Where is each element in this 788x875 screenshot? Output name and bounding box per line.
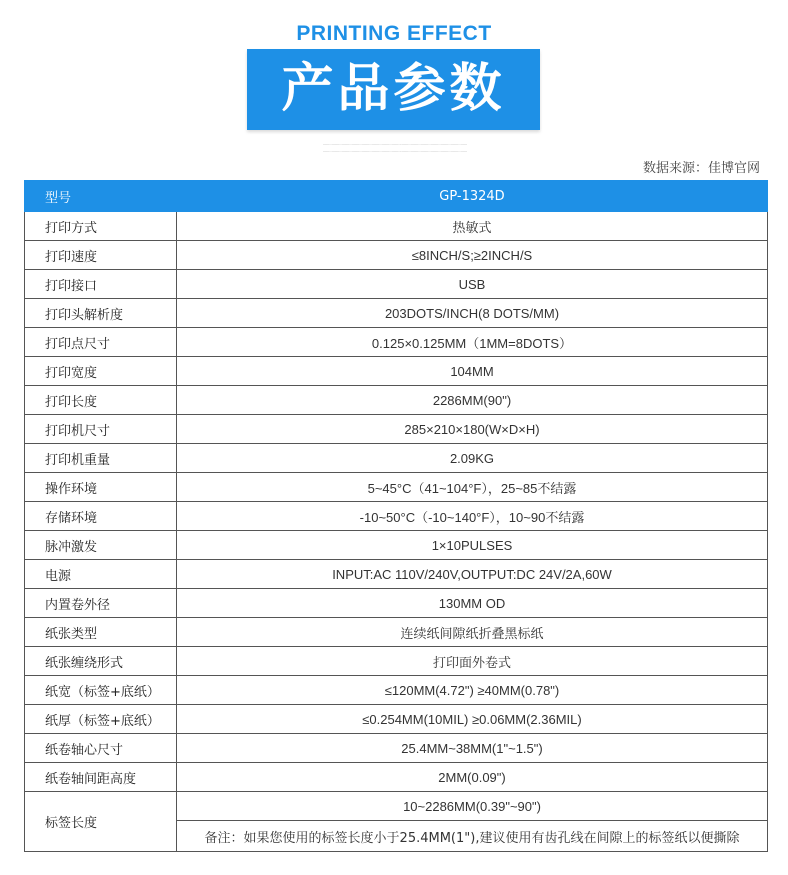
spec-key: 电源 [25,560,177,589]
spec-value: 0.125×0.125MM（1MM=8DOTS） [177,328,768,357]
spec-value: ≤0.254MM(10MIL) ≥0.06MM(2.36MIL) [177,705,768,734]
spec-key: 打印宽度 [25,357,177,386]
spec-row [25,415,768,444]
spec-row [25,676,768,705]
spec-key: 纸厚（标签+底纸） [25,705,177,734]
spec-row [25,299,768,328]
spec-row [25,589,768,618]
spec-value: 打印面外卷式 [177,647,768,676]
spec-row [25,241,768,270]
spec-key: 打印头解析度 [25,299,177,328]
spec-key: 纸张类型 [25,618,177,647]
spec-value: 2MM(0.09") [177,763,768,792]
spec-value: USB [177,270,768,299]
spec-key: 打印接口 [25,270,177,299]
data-source-note: 数据来源：佳博官网 [642,161,760,176]
spec-row [25,734,768,763]
spec-row [25,618,768,647]
spec-table-header-row [25,181,768,212]
spec-value: 203DOTS/INCH(8 DOTS/MM) [177,299,768,328]
spec-note: 备注：如果您使用的标签长度小于25.4MM(1"),建议使用有齿孔线在间隙上的标签纸以便撕除 [177,821,768,852]
spec-key: 内置卷外径 [25,589,177,618]
spec-row [25,444,768,473]
spec-table-body [25,212,768,852]
spec-key: 纸张缠绕形式 [25,647,177,676]
spec-header-key: 型号 [25,181,177,212]
spec-row [25,647,768,676]
spec-key: 打印速度 [25,241,177,270]
decorative-fine-print-line: ·································································································································· [322,150,468,154]
spec-table [24,180,768,852]
spec-value: 1×10PULSES [177,531,768,560]
spec-key: 存储环境 [25,502,177,531]
spec-row [25,531,768,560]
spec-row [25,212,768,241]
spec-value: -10~50°C（-10~140°F），10~90不结露 [177,502,768,531]
spec-value: 285×210×180(W×D×H) [177,415,768,444]
spec-row [25,560,768,589]
spec-key: 打印机尺寸 [25,415,177,444]
spec-key: 纸卷轴心尺寸 [25,734,177,763]
spec-value: 热敏式 [177,212,768,241]
spec-key: 纸卷轴间距高度 [25,763,177,792]
spec-key: 纸宽（标签+底纸） [25,676,177,705]
section-title-cn: 产品参数 [247,49,540,130]
spec-row [25,473,768,502]
spec-value: 2.09KG [177,444,768,473]
spec-row [25,357,768,386]
spec-row [25,705,768,734]
spec-row [25,386,768,415]
spec-value: 10~2286MM(0.39"~90") [177,792,768,821]
spec-row [25,763,768,792]
spec-key: 打印方式 [25,212,177,241]
spec-header-value: GP-1324D [177,181,768,212]
spec-key: 打印点尺寸 [25,328,177,357]
spec-value: 25.4MM~38MM(1"~1.5") [177,734,768,763]
spec-row [25,270,768,299]
spec-row [25,328,768,357]
spec-key: 标签长度 [25,792,177,852]
decorative-fine-print-line: ·································································································································· [322,143,468,147]
spec-key: 打印机重量 [25,444,177,473]
spec-key: 打印长度 [25,386,177,415]
spec-value: ≤120MM(4.72") ≥40MM(0.78") [177,676,768,705]
spec-value: 104MM [177,357,768,386]
spec-value: 130MM OD [177,589,768,618]
spec-value: INPUT:AC 110V/240V,OUTPUT:DC 24V/2A,60W [177,560,768,589]
spec-value: ≤8INCH/S;≥2INCH/S [177,241,768,270]
spec-row [25,502,768,531]
spec-value: 2286MM(90") [177,386,768,415]
spec-value: 连续纸间隙纸折叠黑标纸 [177,618,768,647]
spec-value: 5~45°C（41~104°F），25~85不结露 [177,473,768,502]
spec-key: 操作环境 [25,473,177,502]
section-title-en: PRINTING EFFECT [296,22,492,45]
spec-row [25,792,768,821]
spec-key: 脉冲激发 [25,531,177,560]
